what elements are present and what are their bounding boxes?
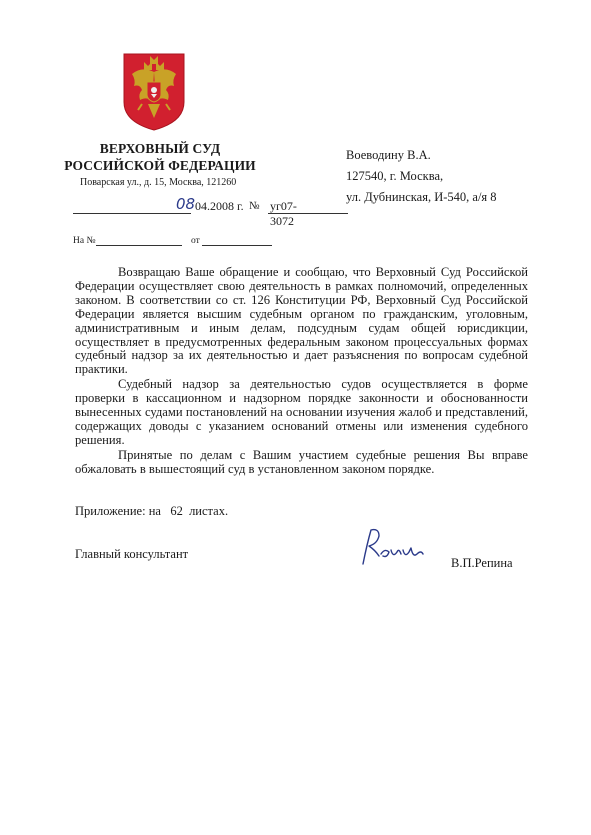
letter-body <box>75 266 528 477</box>
date-underline <box>73 213 191 214</box>
signatory-title: Главный консультант <box>75 547 189 561</box>
court-name-line1: ВЕРХОВНЫЙ СУД <box>99 141 221 156</box>
coat-of-arms-icon <box>122 52 186 132</box>
reference-number-blank <box>96 245 182 246</box>
reference-date-blank <box>202 245 272 246</box>
reference-line <box>73 236 273 246</box>
addressee-city: 127540, г. Москва, <box>346 169 444 183</box>
printed-date: 04.2008 г. <box>195 199 244 213</box>
signatory-name: В.П.Репина <box>451 556 513 570</box>
number-sign: № <box>249 200 260 212</box>
reference-from-label: от <box>191 236 200 246</box>
body-paragraph-1: Возвращаю Ваше обращение и сообщаю, что Верховный Суд Российской Федерации осуществляет свою деятельность в рамках полномочий, определенных законом. В соответствии со ст. 126 Конституции РФ, Верховный Суд Российской Федерации является высшим судебным органом по гражданским, уголовным, административным и иным делам, подсудным судам общей юрисдикции, осуществляет в предусмотренных федеральным законом процессуальных формах судебный надзор за их деятельностью и дает разъяснения по вопросам судебной практики. <box>75 265 528 377</box>
court-name-line2: РОССИЙСКОЙ ФЕДЕРАЦИИ <box>64 158 256 173</box>
attachment-line <box>75 504 228 519</box>
court-address: Поварская ул., д. 15, Москва, 121260 <box>80 177 237 188</box>
addressee-block <box>346 145 546 208</box>
registration-number: уг07-3072 <box>270 199 297 228</box>
handwritten-date-day: 08 <box>176 195 196 213</box>
reference-label: На № <box>73 236 96 246</box>
attachment-count: 62 <box>170 504 183 518</box>
court-name <box>60 140 260 174</box>
addressee-street: ул. Дубнинская, И-540, а/я 8 <box>346 190 497 204</box>
attachment-unit: листах. <box>189 504 229 518</box>
body-paragraph-3: Принятые по делам с Вашим участием судебные решения Вы вправе обжаловать в вышестоящий суд в установленном законом порядке. <box>75 447 528 476</box>
addressee-name: Воеводину В.А. <box>346 148 431 162</box>
body-paragraph-2: Судебный надзор за деятельностью судов осуществляется в форме проверки в кассационном и надзорном порядке законности и обоснованности вынесенных судами постановлений на основании изучения жалоб и представлений, содержащих доводы с указанием оснований отмены или изменения судебного решения. <box>75 377 528 447</box>
handwritten-signature-icon <box>357 524 429 570</box>
attachment-label: Приложение: на <box>75 504 161 518</box>
outgoing-date-number <box>73 195 297 228</box>
